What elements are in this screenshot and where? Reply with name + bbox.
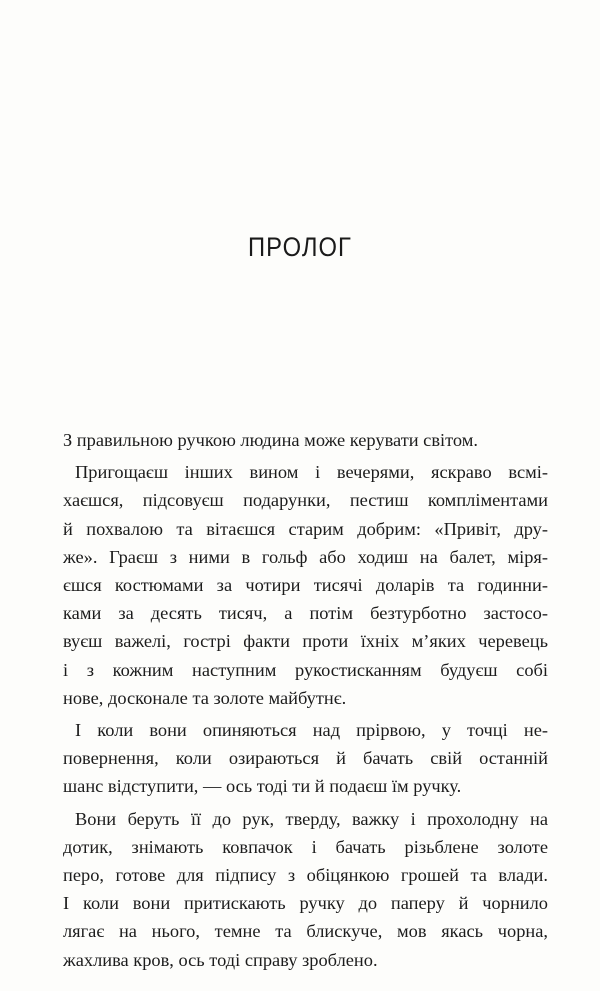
text-line: повернення, коли озираються й бачать свій останній <box>63 748 548 769</box>
text-line: жахлива кров, ось тоді справу зроблено. <box>63 949 378 970</box>
text-line: З правильною ручкою людина може керувати світом. <box>63 430 479 450</box>
text-line: перо, готове для підпису з обіцянкою грошей та влади. <box>63 865 548 886</box>
text-line: хаєшся, підсовуєш подарунки, пестиш компліментами <box>63 490 548 511</box>
text-line: шанс відступити, — ось тоді ти й подаєш їм ручку. <box>63 776 462 797</box>
text-line: нове, досконале та золоте майбутнє. <box>63 687 347 708</box>
text-line: єшся костюмами за чотири тисячі доларів та годинни- <box>63 575 548 596</box>
text-line: же». Граєш з ними в гольф або ходиш на балет, міря- <box>63 546 548 567</box>
text-line: І коли вони опиняються над прірвою, у точці не- <box>75 720 548 741</box>
text-line: Вони беруть її до рук, тверду, важку і прохолодну на <box>75 808 548 829</box>
chapter-title: ПРОЛОГ <box>248 232 352 262</box>
paragraph <box>63 458 548 712</box>
paragraph <box>63 805 548 974</box>
paragraph <box>63 426 548 454</box>
text-line: ками за десять тисяч, а потім безтурботно застосо- <box>63 603 548 624</box>
text-line: Пригощаєш інших вином і вечерями, яскраво всмі- <box>75 462 548 483</box>
chapter-body <box>63 426 548 978</box>
text-line: І коли вони притискають ручку до паперу й чорнило <box>63 893 548 914</box>
text-line: й похвалою та вітаєшся старим добрим: «Привіт, дру- <box>63 518 548 539</box>
paragraph <box>63 716 548 801</box>
text-line: вуєш важелі, гострі факти проти їхніх м’яких черевець <box>63 631 548 652</box>
text-line: дотик, знімають ковпачок і бачать різьблене золоте <box>63 836 548 857</box>
text-line: лягає на нього, темне та блискуче, мов якась чорна, <box>63 921 548 942</box>
text-line: і з кожним наступним рукостисканням будуєш собі <box>63 659 548 680</box>
